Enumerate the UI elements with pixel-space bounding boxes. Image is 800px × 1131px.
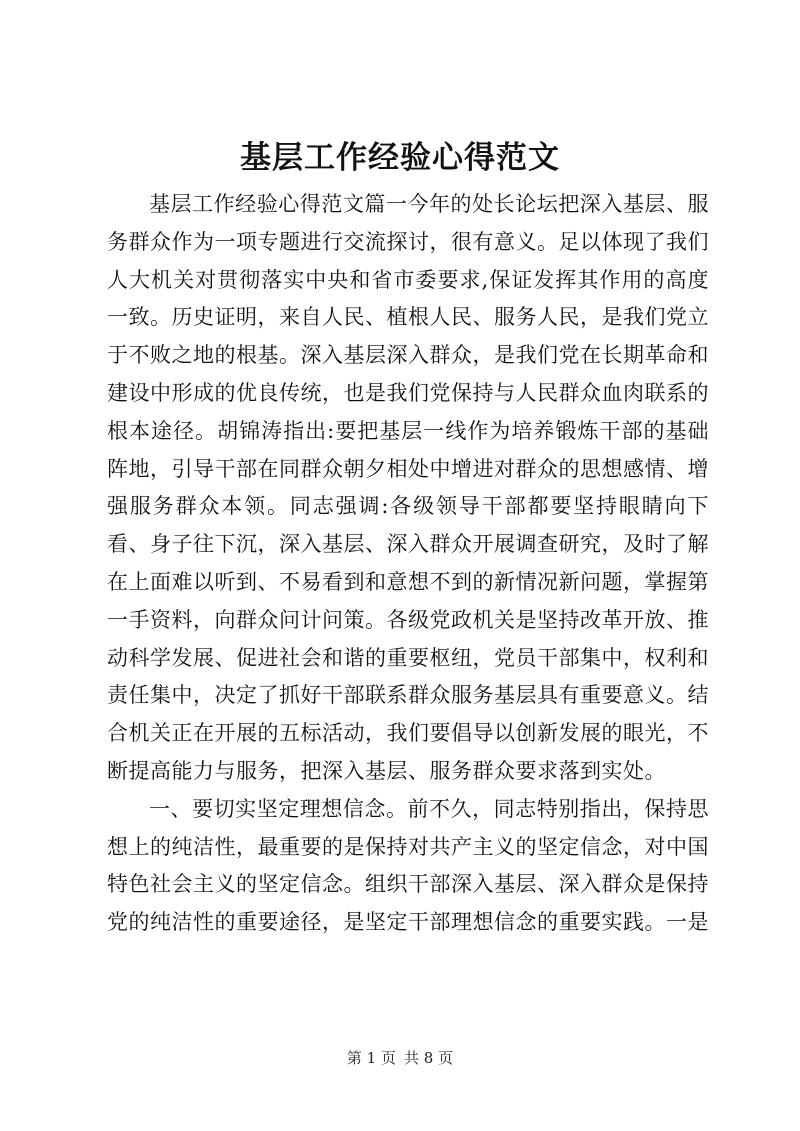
paragraph-section-one: 一、要切实坚定理想信念。前不久，同志特别指出，保持思想上的纯洁性，最重要的是保持对共产主义的坚定信念，对中国特色社会主义的坚定信念。组织干部深入基层、深入群众是保持党的纯洁性的重要途径，是坚定干部理想信念的重要实践。一是 [107, 796, 709, 935]
document-body [107, 186, 709, 942]
page-total: 共 8 页 [404, 1049, 454, 1067]
page-number: 第 1 页 [346, 1049, 396, 1067]
document-title: 基层工作经验心得范文 [240, 140, 560, 176]
paragraph-intro: 基层工作经验心得范文篇一今年的处长论坛把深入基层、服务群众作为一项专题进行交流探讨，很有意义。足以体现了我们人大机关对贯彻落实中央和省市委要求,保证发挥其作用的高度一致。历史证明，来自人民、植根人民、服务人民，是我们党立于不败之地的根基。深入基层深入群众，是我们党在长期革命和建设中形成的优良传统，也是我们党保持与人民群众血肉联系的根本途径。胡锦涛指出:要把基层一线作为培养锻炼干部的基础阵地，引导干部在同群众朝夕相处中增进对群众的思想感情、增强服务群众本领。同志强调:各级领导干部都要坚持眼睛向下看、身子往下沉，深入基层、深入群众开展调查研究，及时了解在上面难以听到、不易看到和意想不到的新情况新问题，掌握第一手资料，向群众问计问策。各级党政机关是坚持改革开放、推动科学发展、促进社会和谐的重要枢纽，党员干部集中，权利和责任集中，决定了抓好干部联系群众服务基层具有重要意义。结合机关正在开展的五标活动，我们要倡导以创新发展的眼光，不断提高能力与服务，把深入基层、服务群众要求落到实处。 [107, 192, 709, 783]
page-footer [0, 1048, 800, 1068]
